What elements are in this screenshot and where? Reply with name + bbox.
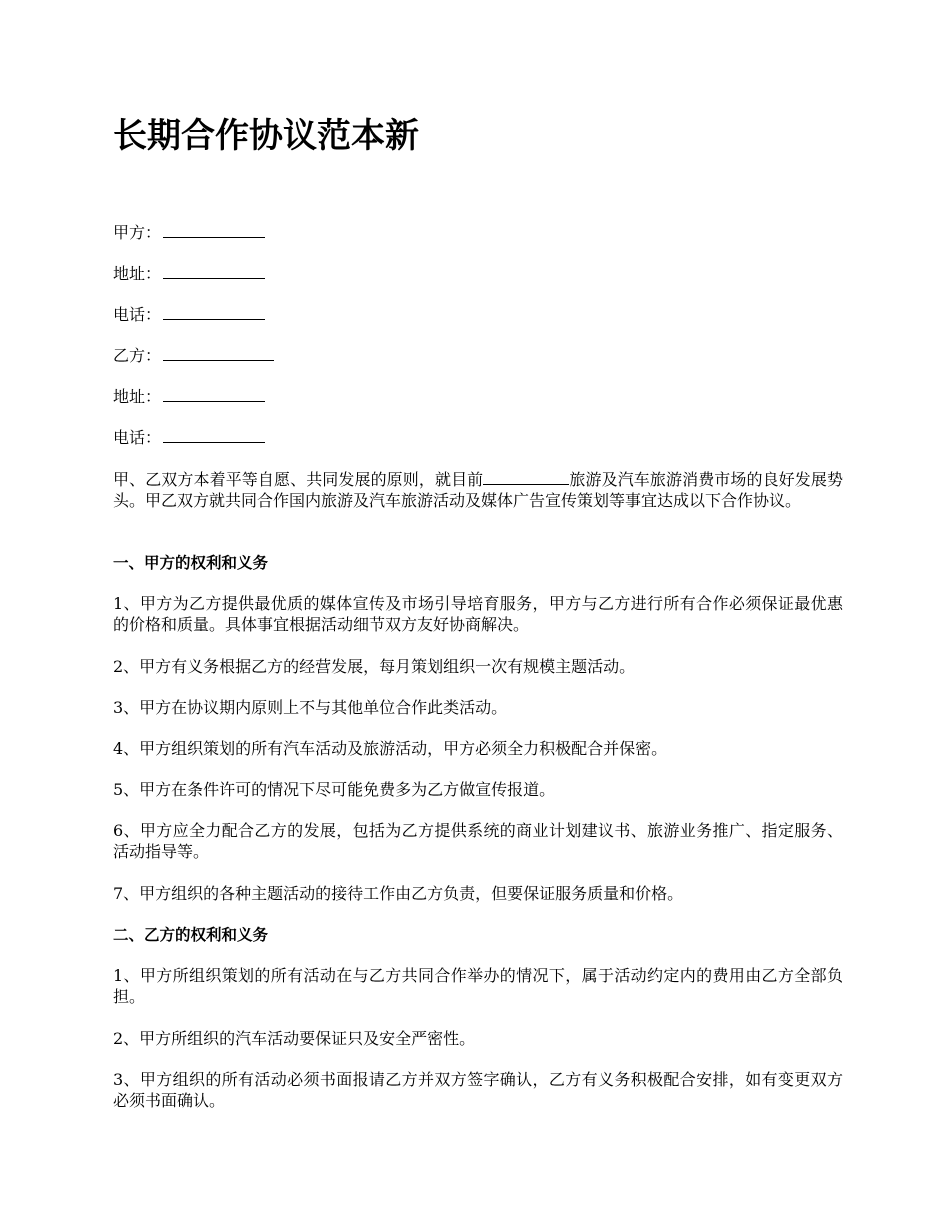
intro-text-after: 旅游及汽车旅游消费市场的良好发展势头。甲乙双方就共同合作国内旅游及汽车旅游活动及媒体广告宣传策划等事宜达成以下合作协议。: [113, 470, 843, 510]
section-1-item-4: 4、甲方组织策划的所有汽车活动及旅游活动，甲方必须全力积极配合并保密。: [113, 739, 668, 758]
intro-paragraph: [113, 469, 843, 511]
party-b-name-field: [113, 344, 274, 367]
party-a-name-field: [113, 221, 265, 244]
section-2-item-2: 2、甲方所组织的汽车活动要保证只及安全严密性。: [113, 1029, 476, 1048]
party-b-address-blank: [163, 385, 265, 402]
section-2-item-1: 1、甲方所组织策划的所有活动在与乙方共同合作举办的情况下，属于活动约定内的费用由乙方全部负担。: [113, 966, 843, 1006]
section-1-heading: 一、甲方的权利和义务: [113, 554, 269, 572]
document-title: 长期合作协议范本新: [113, 116, 419, 156]
party-a-name-blank: [163, 221, 265, 238]
party-b-address-field: [113, 385, 265, 408]
party-b-name-blank: [163, 344, 274, 361]
party-a-phone-blank: [163, 303, 265, 320]
section-1-item-7: 7、甲方组织的各种主题活动的接待工作由乙方负责，但要保证服务质量和价格。: [113, 884, 684, 903]
section-1-item-3: 3、甲方在协议期内原则上不与其他单位合作此类活动。: [113, 698, 508, 717]
section-2-item-3: 3、甲方组织的所有活动必须书面报请乙方并双方签字确认，乙方有义务积极配合安排，如有变更双方必须书面确认。: [113, 1070, 843, 1110]
party-b-name-label: 乙方：: [113, 346, 162, 365]
party-a-address-blank: [163, 262, 265, 279]
party-a-address-label: 地址：: [113, 264, 162, 283]
party-a-phone-label: 电话：: [113, 305, 162, 324]
section-1-item-5: 5、甲方在条件许可的情况下尽可能免费多为乙方做宣传报道。: [113, 780, 556, 799]
intro-text-before: 甲、乙双方本着平等自愿、共同发展的原则，就目前: [113, 470, 484, 489]
party-b-phone-label: 电话：: [113, 428, 162, 447]
section-1-item-6: 6、甲方应全力配合乙方的发展，包括为乙方提供系统的商业计划建议书、旅游业务推广、指定服务、活动指导等。: [113, 821, 843, 861]
party-a-phone-field: [113, 303, 265, 326]
section-1-item-2: 2、甲方有义务根据乙方的经营发展，每月策划组织一次有规模主题活动。: [113, 657, 636, 676]
section-1-item-1: 1、甲方为乙方提供最优质的媒体宣传及市场引导培育服务，甲方与乙方进行所有合作必须保证最优惠的价格和质量。具体事宜根据活动细节双方友好协商解决。: [113, 594, 843, 634]
intro-blank: [483, 469, 569, 485]
party-a-address-field: [113, 262, 265, 285]
section-2-heading: 二、乙方的权利和义务: [113, 926, 269, 944]
party-a-name-label: 甲方：: [113, 223, 162, 242]
party-b-address-label: 地址：: [113, 387, 162, 406]
party-b-phone-field: [113, 426, 265, 449]
party-b-phone-blank: [163, 426, 265, 443]
